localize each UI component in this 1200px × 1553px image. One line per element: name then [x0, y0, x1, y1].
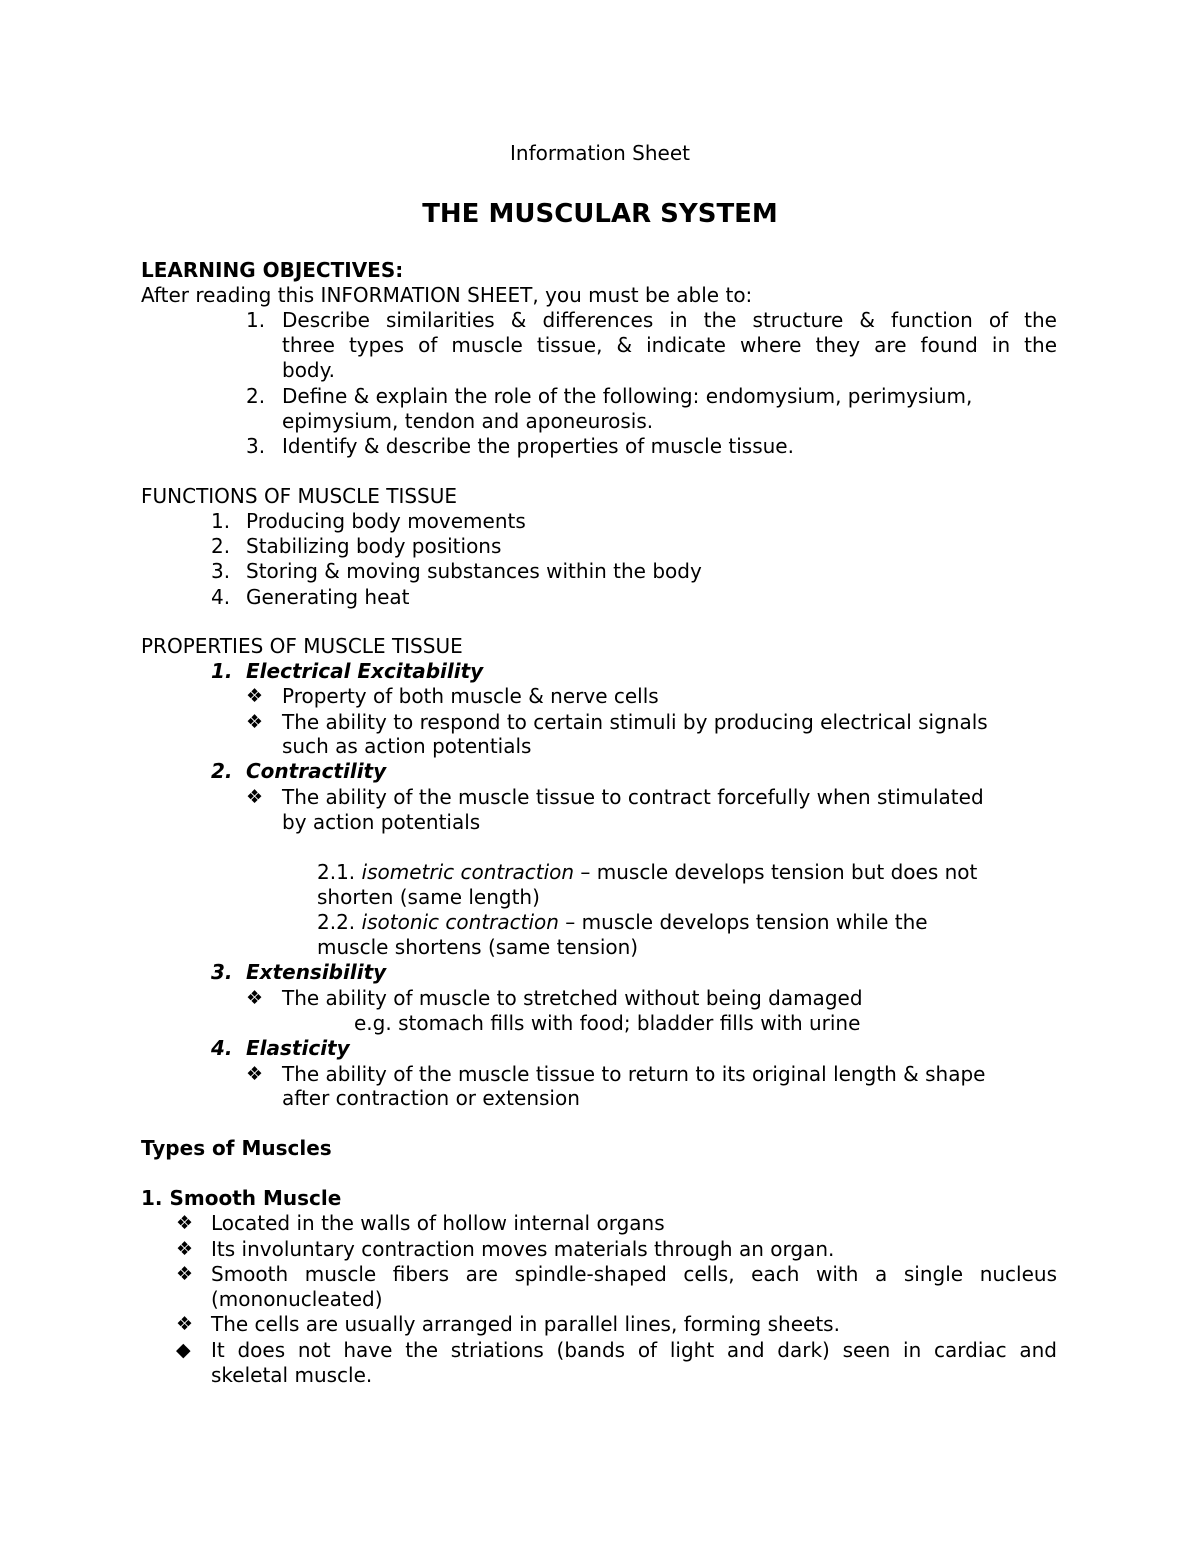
subitem-term: isotonic contraction — [361, 910, 559, 934]
property-bullet-text: Property of both muscle & nerve cells — [282, 684, 659, 708]
property-bullet-text: The ability to respond to certain stimuli by producing electrical signals — [282, 710, 988, 734]
properties-heading: PROPERTIES OF MUSCLE TISSUE — [141, 634, 463, 658]
objectives-intro: After reading this INFORMATION SHEET, you must be able to: — [141, 283, 753, 307]
subitem-line: shorten (same length) — [317, 885, 540, 909]
subitem-line — [317, 860, 977, 885]
property-title: Elasticity — [246, 1036, 350, 1060]
page-title: THE MUSCULAR SYSTEM — [422, 199, 778, 229]
diamond-bullet-icon: ❖ — [176, 1263, 194, 1285]
smooth-bullet-text: Located in the walls of hollow internal organs — [211, 1211, 665, 1235]
property-number: 3. — [211, 960, 233, 984]
diamond-bullet-icon: ❖ — [246, 987, 264, 1009]
objective-text: epimysium, tendon and aponeurosis. — [282, 409, 654, 433]
property-number: 2. — [211, 759, 233, 783]
subitem-line — [317, 910, 928, 935]
property-bullet-text: such as action potentials — [282, 734, 532, 758]
property-example: e.g. stomach fills with food; bladder fills with urine — [354, 1011, 861, 1035]
objective-text: Identify & describe the properties of muscle tissue. — [282, 434, 794, 458]
objective-number: 1. — [246, 308, 266, 332]
function-item: Generating heat — [246, 585, 410, 609]
subitem-term: isometric contraction — [361, 860, 575, 884]
function-number: 1. — [211, 509, 231, 533]
subitem-number: 2.1. — [317, 860, 356, 884]
function-number: 4. — [211, 585, 231, 609]
solid-diamond-bullet-icon: ◆ — [176, 1339, 191, 1361]
diamond-bullet-icon: ❖ — [246, 1063, 264, 1085]
function-item: Storing & moving substances within the body — [246, 559, 702, 583]
property-title: Extensibility — [246, 960, 387, 984]
property-bullet-text: The ability of the muscle tissue to contract forcefully when stimulated — [282, 785, 984, 809]
subitem-line: muscle shortens (same tension) — [317, 935, 639, 959]
smooth-bullet-text: Smooth muscle fibers are spindle-shaped cells, each with a single nucleus — [211, 1262, 1057, 1286]
property-bullet-text: after contraction or extension — [282, 1086, 580, 1110]
objective-number: 3. — [246, 434, 266, 458]
objective-text: body. — [282, 358, 335, 382]
property-number: 4. — [211, 1036, 233, 1060]
smooth-bullet-text: The cells are usually arranged in parallel lines, forming sheets. — [211, 1312, 840, 1336]
objective-number: 2. — [246, 384, 266, 408]
subitem-number: 2.2. — [317, 910, 356, 934]
diamond-bullet-icon: ❖ — [176, 1212, 194, 1234]
types-heading: Types of Muscles — [141, 1136, 332, 1160]
function-number: 2. — [211, 534, 231, 558]
smooth-bullet-text: It does not have the striations (bands of light and dark) seen in cardiac and — [211, 1338, 1057, 1362]
diamond-bullet-icon: ❖ — [246, 685, 264, 707]
smooth-bullet-text: Its involuntary contraction moves materials through an organ. — [211, 1237, 835, 1261]
property-bullet-text: The ability of muscle to stretched without being damaged — [282, 986, 863, 1010]
property-title: Electrical Excitability — [246, 659, 484, 683]
subitem-definition: – muscle develops tension while the — [558, 910, 928, 934]
diamond-bullet-icon: ❖ — [176, 1313, 194, 1335]
functions-heading: FUNCTIONS OF MUSCLE TISSUE — [141, 484, 458, 508]
objective-text: Define & explain the role of the following: endomysium, perimysium, — [282, 384, 973, 408]
diamond-bullet-icon: ❖ — [246, 786, 264, 808]
objective-text: three types of muscle tissue, & indicate where they are found in the — [282, 333, 1057, 357]
subitem-definition: – muscle develops tension but does not — [574, 860, 978, 884]
doc-type-label: Information Sheet — [510, 141, 690, 165]
property-number: 1. — [211, 659, 233, 683]
smooth-muscle-title: 1. Smooth Muscle — [141, 1186, 342, 1210]
property-bullet-text: The ability of the muscle tissue to return to its original length & shape — [282, 1062, 986, 1086]
property-title: Contractility — [246, 759, 387, 783]
objective-text: Describe similarities & differences in the structure & function of the — [282, 308, 1057, 332]
function-number: 3. — [211, 559, 231, 583]
function-item: Producing body movements — [246, 509, 526, 533]
smooth-bullet-text: skeletal muscle. — [211, 1363, 373, 1387]
function-item: Stabilizing body positions — [246, 534, 502, 558]
diamond-bullet-icon: ❖ — [246, 711, 264, 733]
smooth-bullet-text: (mononucleated) — [211, 1287, 383, 1311]
property-bullet-text: by action potentials — [282, 810, 481, 834]
diamond-bullet-icon: ❖ — [176, 1238, 194, 1260]
objectives-heading: LEARNING OBJECTIVES: — [141, 258, 404, 282]
